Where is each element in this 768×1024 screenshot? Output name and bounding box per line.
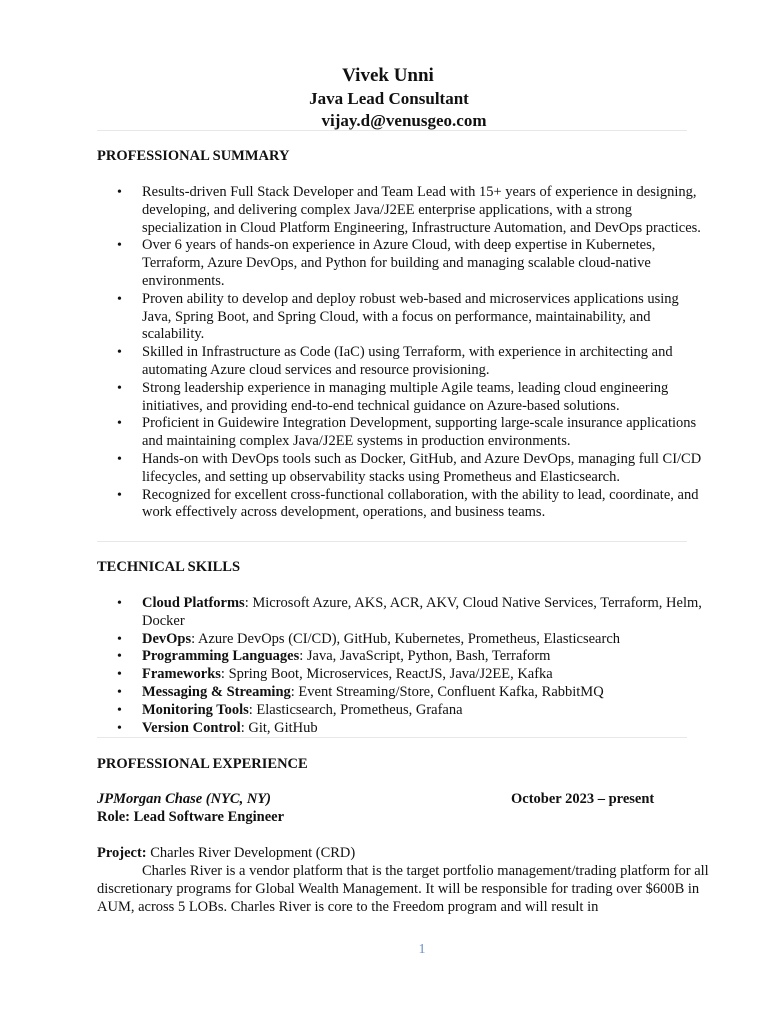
list-item: • Proven ability to develop and deploy robust web-based and microservices applications using Java, Spring Boot, and Spring Cloud, with a focus on performance, maintainability, and scalability. xyxy=(97,291,707,344)
experience-heading: PROFESSIONAL EXPERIENCE xyxy=(97,756,308,772)
skill-value: : Java, JavaScript, Python, Bash, Terraform xyxy=(299,648,551,665)
divider xyxy=(97,130,687,131)
skill-label: Frameworks xyxy=(142,666,221,683)
skill-label: Programming Languages xyxy=(142,648,300,665)
list-item: • Strong leadership experience in managing multiple Agile teams, leading cloud engineering initiatives, and providing end-to-end technical guidance on Azure-based solutions. xyxy=(97,380,707,416)
skill-value: : Microsoft Azure, AKS, ACR, AKV, Cloud Native Services, Terraform, Helm, Docker xyxy=(142,595,702,629)
skill-value: : Spring Boot, Microservices, ReactJS, Java/J2EE, Kafka xyxy=(220,666,553,683)
resume-header xyxy=(0,64,768,132)
summary-heading: PROFESSIONAL SUMMARY xyxy=(97,148,290,164)
candidate-title: Java Lead Consultant xyxy=(309,89,469,108)
list-item: • Results-driven Full Stack Developer and Team Lead with 15+ years of experience in designing, developing, and delivering complex Java/J2EE enterprise applications, with a strong specialization in Cloud Platform Engineering, Infrastructure Automation, and DevOps practices. xyxy=(97,184,707,237)
list-item xyxy=(97,684,707,702)
project-description: Charles River is a vendor platform that is the target portfolio management/trading platform for all discretionary programs for Global Wealth Management. It will be responsible for trading over $600B in AUM, across 5 LOBs. Charles River is core to the Freedom program and will result in xyxy=(97,863,709,915)
candidate-name: Vivek Unni xyxy=(342,65,434,86)
summary-list xyxy=(97,184,707,522)
skill-label: Messaging & Streaming xyxy=(142,683,291,700)
list-item: • Over 6 years of hands-on experience in Azure Cloud, with deep expertise in Kubernetes, Terraform, Azure DevOps, and Python for building and managing scalable cloud-native environments. xyxy=(97,237,707,290)
experience-entry xyxy=(97,790,707,826)
list-item: • Skilled in Infrastructure as Code (IaC) using Terraform, with experience in architecting and automating Azure cloud services and resource provisioning. xyxy=(97,344,707,380)
list-item xyxy=(97,702,707,720)
company-name: JPMorgan Chase (NYC, NY) xyxy=(97,791,272,807)
job-role: Role: Lead Software Engineer xyxy=(97,809,284,825)
list-item xyxy=(97,666,707,684)
list-item: • Hands-on with DevOps tools such as Docker, GitHub, and Azure DevOps, managing full CI/CD lifecycles, and setting up observability stacks using Prometheus and Elasticsearch. xyxy=(97,451,707,487)
list-item xyxy=(97,631,707,649)
skill-label: DevOps xyxy=(142,630,192,647)
project-line xyxy=(97,844,707,862)
candidate-email: vijay.d@venusgeo.com xyxy=(321,111,487,130)
page-number: 1 xyxy=(418,942,426,957)
list-item xyxy=(97,595,707,631)
divider xyxy=(97,541,687,542)
list-item xyxy=(97,648,707,666)
list-item: • Recognized for excellent cross-functional collaboration, with the ability to lead, coordinate, and work effectively across development, operations, and business teams. xyxy=(97,487,707,523)
skill-label: Version Control xyxy=(142,719,241,736)
list-item xyxy=(97,720,707,738)
list-item: • Proficient in Guidewire Integration Development, supporting large-scale insurance applications and maintaining complex Java/J2EE systems in production environments. xyxy=(97,415,707,451)
skill-label: Cloud Platforms xyxy=(142,595,245,611)
skill-label: Monitoring Tools xyxy=(142,701,249,718)
skill-value: : Event Streaming/Store, Confluent Kafka, RabbitMQ xyxy=(290,683,604,700)
skill-value: : Azure DevOps (CI/CD), GitHub, Kubernetes, Prometheus, Elasticsearch xyxy=(191,630,621,647)
employment-dates: October 2023 – present xyxy=(511,791,655,807)
skills-heading: TECHNICAL SKILLS xyxy=(97,559,241,575)
project-name: Charles River Development (CRD) xyxy=(146,845,356,861)
project-label: Project: xyxy=(97,845,147,861)
skill-value: : Elasticsearch, Prometheus, Grafana xyxy=(248,701,463,718)
skill-value: : Git, GitHub xyxy=(240,719,318,736)
skills-list xyxy=(97,595,707,737)
divider xyxy=(97,737,687,738)
